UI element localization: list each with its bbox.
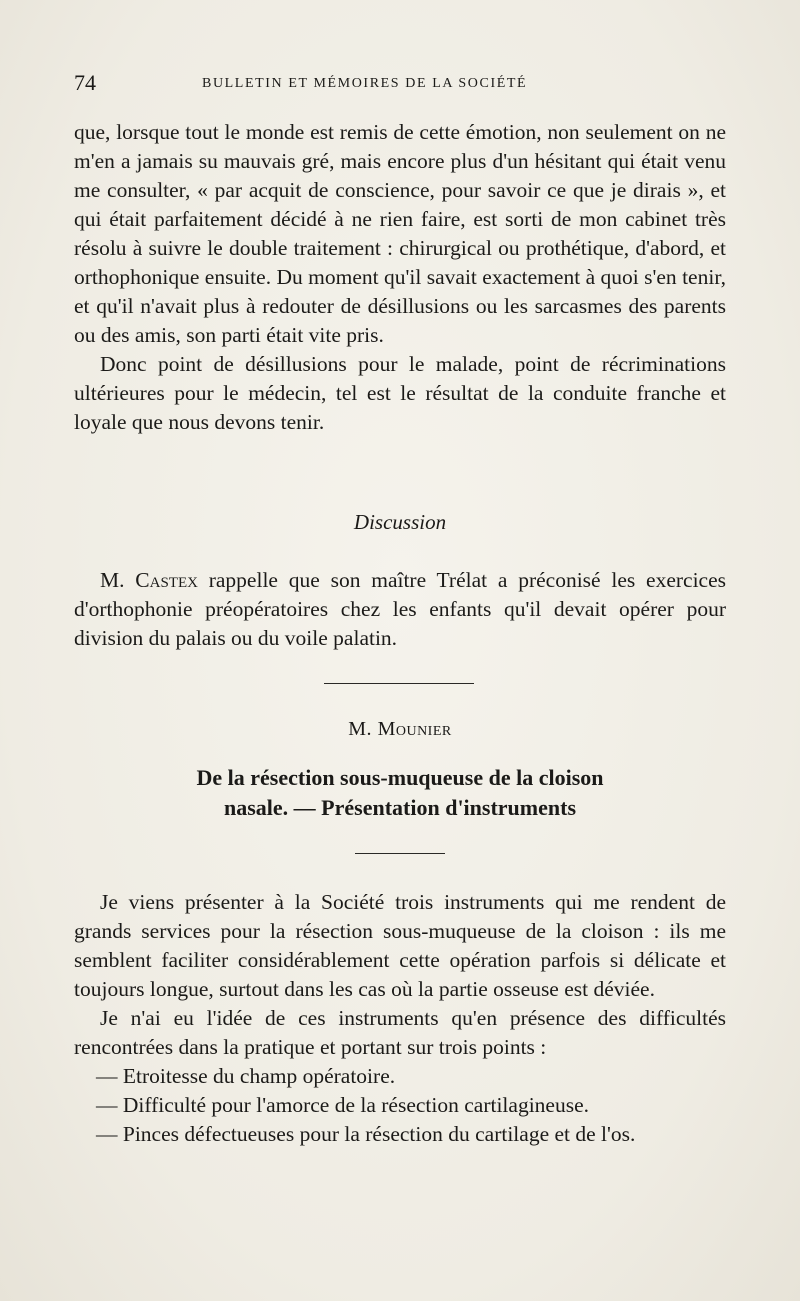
list-item: — Etroitesse du champ opératoire. (96, 1064, 396, 1088)
discussion-speaker: M. Castex (100, 568, 198, 592)
page-number: 74 (74, 70, 96, 95)
body-text (74, 118, 726, 437)
discussion-remark: rappelle que son maître Trélat a préconisé les exercices d'orthophonie préopératoires chez les enfants qu'il devait opérer pour division du palais ou du voile palatin. (74, 568, 726, 650)
article-author (74, 718, 726, 741)
author-initial: M. (348, 718, 373, 740)
body-paragraph: que, lorsque tout le monde est remis de cette émotion, non seulement on ne m'en a jamais su mauvais gré, mais encore plus d'un hésitant qui était venu me consulter, « par acquit de conscience, pour savoir ce que je dirais », et qui était parfaitement décidé à ne rien faire, est sorti de mon cabinet très résolu à suivre le double traitement : chirurgical ou prothétique, d'abord, et orthophonique ensuite. Du moment qu'il savait exactement à quoi s'en tenir, et qu'il n'avait plus à redouter de désillusions ou les sarcasmes des parents ou des amis, son parti était vite pris. (74, 120, 726, 347)
discussion-heading: Discussion (353, 510, 447, 534)
discussion-text (74, 566, 726, 653)
article-paragraph: Je viens présenter à la Société trois instruments qui me rendent de grands services pour la résection sous-muqueuse de la cloison : ils me semblent faciliter considérablement cette opération parfois si délicate et toujours longue, surtout dans les cas où la partie osseuse est déviée. (74, 890, 726, 1001)
title-divider (355, 853, 445, 854)
article-body (74, 888, 726, 1149)
article-title (74, 763, 726, 823)
running-head (74, 70, 726, 100)
list-item: — Difficulté pour l'amorce de la résection cartilagineuse. (96, 1093, 589, 1117)
article-title-line: nasale. — Présentation d'instruments (224, 795, 576, 820)
discussion-paragraph (74, 566, 726, 653)
body-paragraph: Donc point de désillusions pour le malade, point de récriminations ultérieures pour le médecin, tel est le résultat de la conduite franche et loyale que nous devons tenir. (74, 352, 726, 434)
author-name: Mounier (377, 718, 452, 740)
list-item: — Pinces défectueuses pour la résection du cartilage et de l'os. (96, 1122, 636, 1146)
article-title-line: De la résection sous-muqueuse de la cloison (196, 765, 604, 790)
article-paragraph: Je n'ai eu l'idée de ces instruments qu'en présence des difficultés rencontrées dans la pratique et portant sur trois points : (74, 1006, 726, 1059)
journal-title: BULLETIN ET MÉMOIRES DE LA SOCIÉTÉ (202, 76, 528, 91)
section-divider (324, 683, 474, 684)
